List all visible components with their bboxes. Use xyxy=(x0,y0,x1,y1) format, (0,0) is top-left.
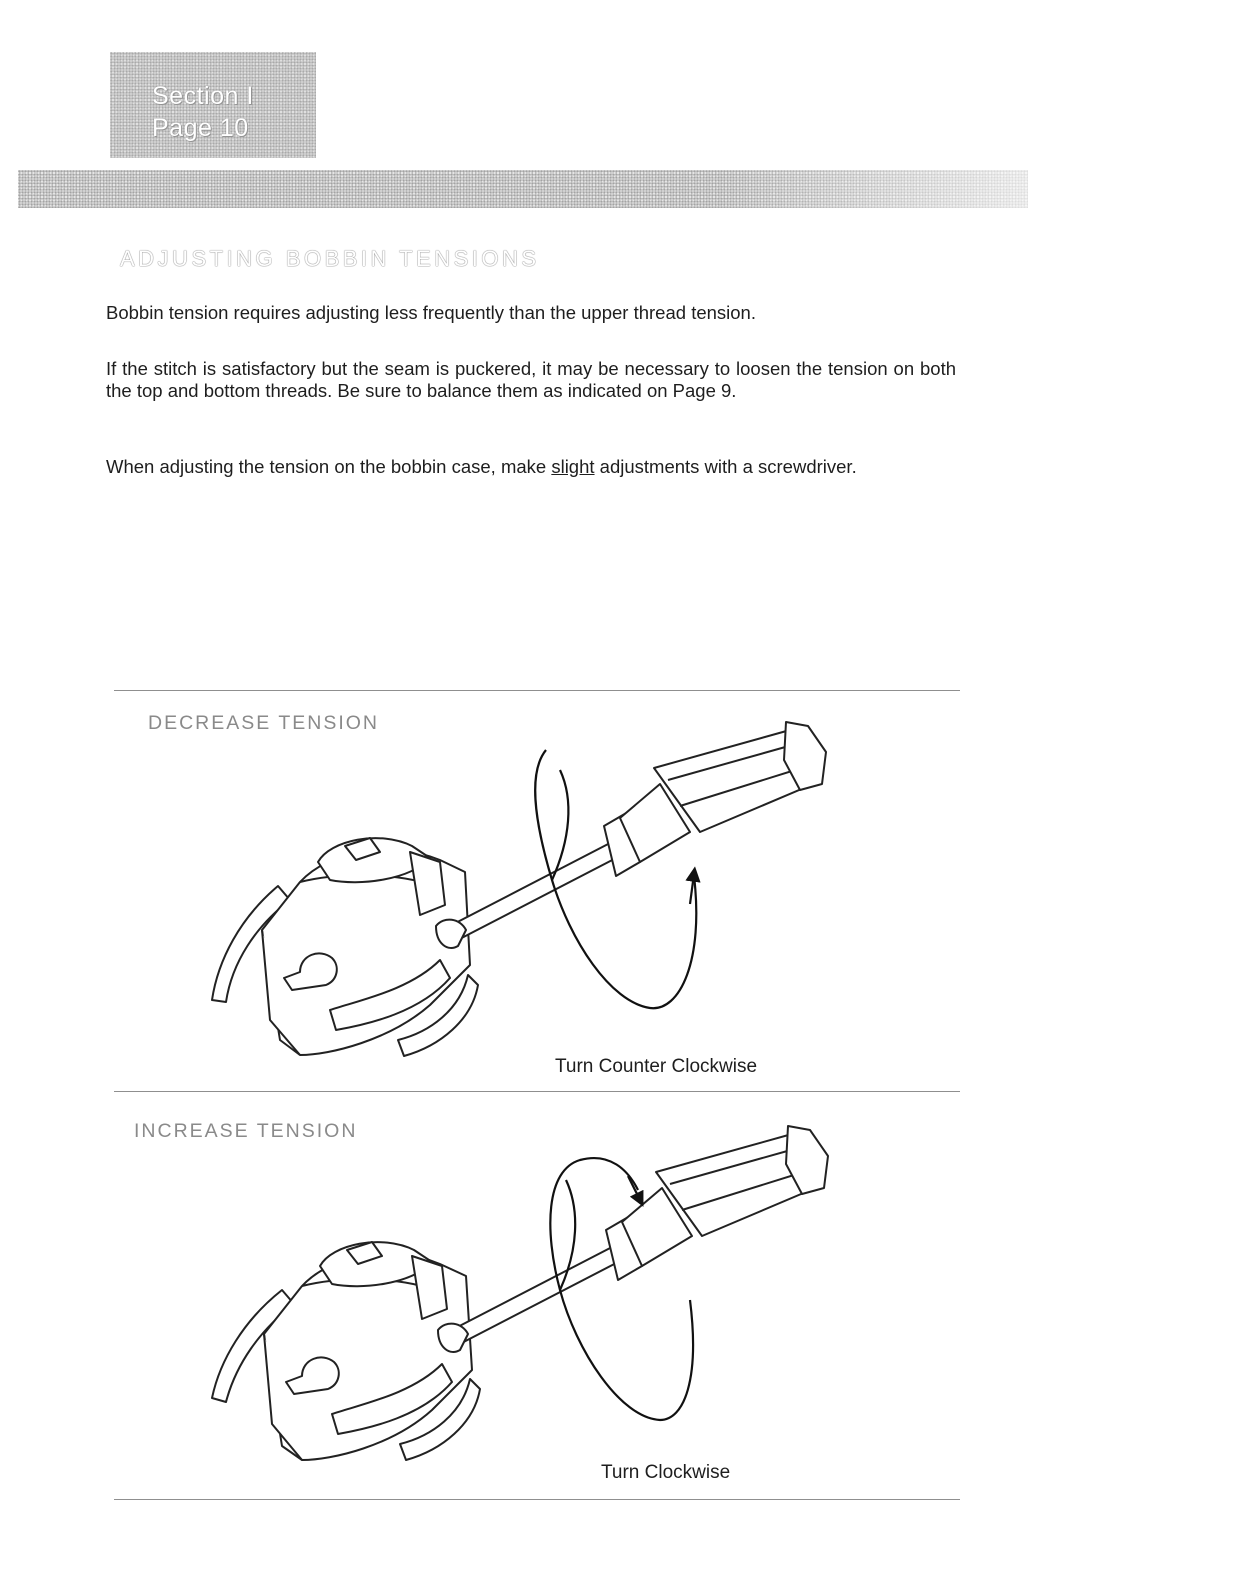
paragraph-3-start: When adjusting the tension on the bobbin case, make xyxy=(106,456,552,477)
section-label: Section I xyxy=(152,82,254,110)
paragraph-2: If the stitch is satisfactory but the seam is puckered, it may be necessary to loosen the tension on both the top and bottom threads. Be sure to balance them as indicated on Page 9. xyxy=(106,358,956,401)
decrease-caption: Turn Counter Clockwise xyxy=(555,1056,758,1077)
decrease-tension-label: DECREASE TENSION xyxy=(148,712,380,734)
clockwise-arrow-icon xyxy=(550,1158,693,1420)
screwdriver-icon xyxy=(438,1126,828,1352)
paragraph-3-end: adjustments with a screwdriver. xyxy=(594,456,857,477)
increase-tension-label: INCREASE TENSION xyxy=(134,1120,358,1142)
page-label: Page 10 xyxy=(152,114,249,142)
paragraph-1: Bobbin tension requires adjusting less frequently than the upper thread tension. xyxy=(106,302,756,323)
emphasis-slight: slight xyxy=(551,456,595,477)
bobbin-case-icon xyxy=(212,1242,480,1460)
increase-caption: Turn Clockwise xyxy=(601,1462,731,1483)
page-title: ADJUSTING BOBBIN TENSIONS xyxy=(120,246,540,271)
